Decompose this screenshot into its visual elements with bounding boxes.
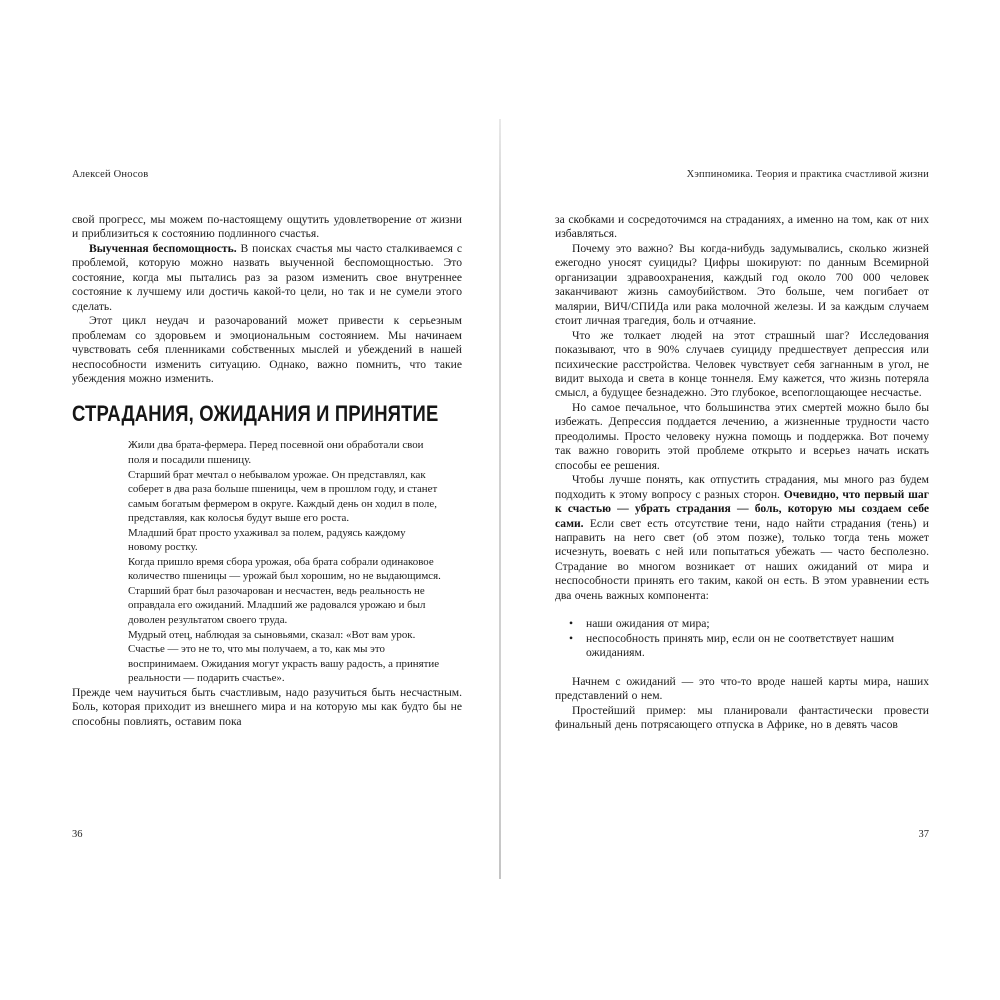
quote-paragraph: Мудрый отец, наблюдая за сыновьями, сказал: «Вот вам урок. Счастье — это не то, что мы получаем, а то, как мы это воспринимаем. Ожидания могут украсть вашу радость, а принятие реальности — подарить счастье». [128, 628, 440, 685]
paragraph: Почему это важно? Вы когда-нибудь задумывались, сколько жизней ежегодно уносят суициды? Цифры шокируют: по данным Всемирной организации здравоохранения, каждый год около 700 000 человек заканчивают жизнь самоубийством. Это больше, чем погибает от малярии, ВИЧ/СПИДа или рака молочной железы. И за каждым случаем стоит личная трагедия, боль и отчаяние. [555, 241, 929, 328]
paragraph: Простейший пример: мы планировали фантастически провести финальный день потрясающего отпуска в Африке, но в девять часов [555, 703, 929, 731]
list-item [555, 632, 929, 661]
paragraph [72, 242, 462, 314]
quote-paragraph: Старший брат мечтал о небывалом урожае. Он представлял, как соберет в два раза больше пшеницы, чем в прошлом году, и станет самым богатым фермером в округе. Каждый день он ходил в поле, представляя, как колосья будут выше его роста. [128, 468, 438, 525]
list-item-text: неспособность принять мир, если он не соответствует нашим ожиданиям. [586, 631, 895, 660]
quote-paragraph: Младший брат просто ухаживал за полем, радуясь каждому новому ростку. [128, 526, 406, 554]
quote-paragraph: Когда пришло время сбора урожая, оба брата собрали одинаковое количество пшеницы — урожай был хорошим, но не выдающимся. [128, 555, 441, 583]
page-number-right: 37 [918, 829, 929, 840]
left-page [72, 0, 462, 1000]
paragraph: за скобками и сосредоточимся на страданиях, а именно на том, как от них избавляться. [555, 213, 929, 241]
paragraph-text: Чтобы лучше понять, как отпустить страдания, мы много раз будем подходить к этому вопросу с разных сторон. [555, 473, 929, 501]
parable-block-quote [128, 438, 442, 685]
quote-paragraph: Старший брат был разочарован и несчастен, ведь реальность не оправдала его ожиданий. Младший же радовался урожаю и был доволен результатом своего труда. [128, 584, 426, 626]
list-item [555, 617, 929, 631]
paragraph: Начнем с ожиданий — это что-то вроде нашей карты мира, наших представлений о нем. [555, 674, 929, 703]
bold-key-statement: Очевидно, что первый шаг к счастью — убрать страдания — боль, которую мы создаем себе сами. [555, 487, 929, 530]
paragraph-text: Если свет есть отсутствие тени, надо найти страдания (тень) и направить на него свет (об этом позже), только тогда тень может исчезнуть, воевать с ней или попытаться убежать — часто бесполезно. Страдание во многом возникает от наших ожиданий от мира и неспособности принять его таким, какой он есть. В этом уравнении есть два очень важных компонента: [555, 516, 929, 602]
paragraph: Но самое печальное, что большинства этих смертей можно было бы избежать. Депрессия поддается лечению, а жизненные трудности часто преодолимы. Просто человеку нужна помощь и поддержка. Вот почему так важно говорить этой проблеме открыто и всерьез начать искать способы ее решения. [555, 400, 929, 472]
section-heading-text: СТРАДАНИЯ, ОЖИДАНИЯ И ПРИНЯТИЕ [72, 401, 439, 427]
bullet-icon: • [569, 631, 574, 645]
paragraph: Прежде чем научиться быть счастливым, надо разучиться быть несчастным. Боль, которая приходит из внешнего мира и на которую мы как будто бы не способны повлиять, оставим пока [72, 685, 462, 728]
paragraph: Этот цикл неудач и разочарований может привести к серьезным проблемам со здоровьем и эмоциональным состоянием. Мы начинаем чувствовать себя пленниками собственных мыслей и убеждений в нашей неспособности изменить ситуацию. Однако, важно помнить, что такие убеждения можно изменить. [72, 314, 462, 385]
page-number-left: 36 [72, 829, 83, 840]
right-page [555, 0, 929, 1000]
paragraph: Что же толкает людей на этот страшный шаг? Исследования показывают, что в 90% случаев суициду предшествует депрессия или психические расстройства. Человек чувствует себя загнанным в угол, не видит выхода и света в конце тоннеля. Ему кажется, что жизнь потеряла смысл, а будущее безнадежно. Это глубокое, всепоглощающее несчастье. [555, 328, 929, 400]
running-head-book-title: Хэппиномика. Теория и практика счастливой жизни [686, 169, 929, 180]
running-head-author: Алексей Оносов [72, 169, 149, 180]
quote-paragraph: Жили два брата-фермера. Перед посевной они обработали свои поля и посадили пшеницу. [128, 439, 424, 466]
paragraph [555, 473, 929, 603]
bullet-list [555, 617, 929, 660]
bold-lead-in: Выученная беспомощность. [89, 241, 237, 255]
list-item-text: наши ожидания от мира; [586, 617, 710, 631]
right-page-body [555, 213, 929, 732]
left-page-body [72, 213, 462, 729]
paragraph: свой прогресс, мы можем по-настоящему ощутить удовлетворение от жизни и приблизиться к состоянию подлинного счастья. [72, 213, 462, 241]
page-gutter-divider [499, 119, 501, 879]
paragraph-text: В поисках счастья мы часто сталкиваемся с проблемой, которую можно назвать выученной беспомощностью. Это состояние, когда мы пытались раз за разом изменить свое внутреннее состояние к лучшему или достичь какой-то цели, но так и не сумели этого сделать. [72, 241, 462, 313]
section-heading [72, 402, 462, 426]
bullet-icon: • [569, 617, 574, 631]
